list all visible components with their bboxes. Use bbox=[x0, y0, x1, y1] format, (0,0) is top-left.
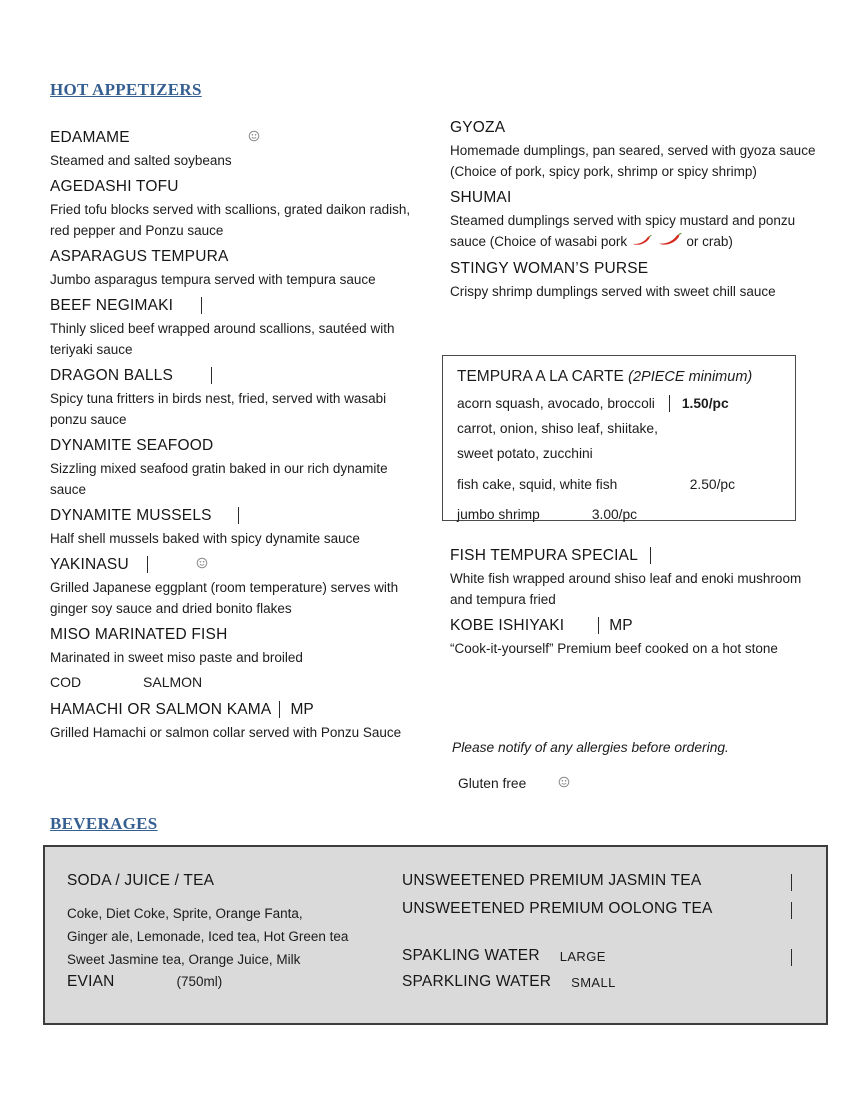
menu-item-desc: Crispy shrimp dumplings served with sweet chill sauce bbox=[450, 283, 776, 299]
chili-pepper-icon bbox=[658, 232, 682, 253]
menu-item-name: SHUMAI bbox=[450, 189, 512, 206]
evian-size: (750ml) bbox=[176, 974, 223, 989]
tempura-veg-items: acorn squash, avocado, broccoli bbox=[457, 396, 655, 411]
tempura-fish-price: 2.50/pc bbox=[689, 477, 735, 492]
menu-item-name: YAKINASU bbox=[50, 556, 129, 573]
tempura-veg-row3 bbox=[457, 441, 781, 466]
tempura-fish-row bbox=[457, 472, 781, 497]
menu-item-desc: Jumbo asparagus tempura served with tempura sauce bbox=[50, 272, 376, 287]
menu-item-agedashi-tofu bbox=[50, 175, 412, 241]
evian-label: EVIAN bbox=[67, 973, 115, 990]
sparkling-water-large-size: LARGE bbox=[559, 948, 606, 964]
sparkling-water-small-label: SPARKLING WATER bbox=[402, 973, 552, 990]
price-divider bbox=[791, 902, 792, 919]
menu-item-stingy-womans-purse bbox=[450, 257, 818, 302]
option-salmon: SALMON bbox=[143, 674, 203, 690]
price-divider bbox=[598, 617, 599, 634]
gluten-free-label: Gluten free bbox=[458, 776, 527, 791]
option-cod: COD bbox=[50, 674, 82, 690]
market-price-label: MP bbox=[290, 701, 314, 718]
price-divider bbox=[238, 507, 239, 524]
tempura-veg-items: carrot, onion, shiso leaf, shiitake, bbox=[457, 421, 658, 436]
sparkling-water-large-label: SPAKLING WATER bbox=[402, 947, 540, 964]
market-price-label: MP bbox=[609, 617, 633, 634]
menu-item-kobe-ishiyaki bbox=[450, 614, 818, 659]
jasmine-tea-row bbox=[402, 872, 792, 890]
menu-item-asparagus-tempura bbox=[50, 245, 412, 290]
menu-item-miso-marinated-fish bbox=[50, 623, 412, 694]
hot-appetizers-right-lower bbox=[450, 540, 818, 661]
soda-juice-tea-title: SODA / JUICE / TEA bbox=[67, 872, 215, 889]
menu-item-name: BEEF NEGIMAKI bbox=[50, 297, 174, 314]
tempura-fish-items: fish cake, squid, white fish bbox=[457, 477, 618, 492]
menu-item-edamame bbox=[50, 126, 412, 171]
menu-item-desc: Sizzling mixed seafood gratin baked in our rich dynamite sauce bbox=[50, 461, 388, 497]
menu-item-name: EDAMAME bbox=[50, 129, 130, 146]
beverages-box bbox=[43, 845, 828, 1025]
tempura-box-title bbox=[457, 365, 781, 389]
menu-item-desc: Grilled Hamachi or salmon collar served with Ponzu Sauce bbox=[50, 725, 402, 740]
price-divider bbox=[669, 395, 670, 412]
gluten-free-icon bbox=[196, 553, 208, 576]
menu-item-fish-tempura-special bbox=[450, 544, 818, 610]
gluten-free-icon bbox=[558, 776, 570, 791]
sparkling-water-small-size: SMALL bbox=[571, 974, 616, 990]
gluten-free-icon bbox=[248, 126, 260, 149]
menu-item-dynamite-seafood bbox=[50, 434, 412, 500]
menu-item-desc: Fried tofu blocks served with scallions, grated daikon radish, red pepper and Ponzu sauce bbox=[50, 202, 411, 238]
price-divider bbox=[201, 297, 202, 314]
menu-item-name: AGEDASHI TOFU bbox=[50, 178, 179, 195]
price-divider bbox=[147, 556, 148, 573]
menu-item-desc-text: Steamed dumplings served with spicy mustard and ponzu sauce (Choice of wasabi pork bbox=[450, 213, 796, 249]
tempura-veg-row bbox=[457, 391, 781, 416]
menu-item-name: KOBE ISHIYAKI bbox=[450, 617, 565, 634]
price-divider bbox=[791, 874, 792, 891]
hot-appetizers-left-column bbox=[50, 122, 412, 745]
evian-row bbox=[67, 973, 222, 991]
menu-item-name: FISH TEMPURA SPECIAL bbox=[450, 547, 639, 564]
menu-item-name: HAMACHI OR SALMON KAMA bbox=[50, 701, 272, 718]
menu-item-name: DRAGON BALLS bbox=[50, 367, 173, 384]
menu-item-dynamite-mussels bbox=[50, 504, 412, 549]
hot-appetizers-heading: HOT APPETIZERS bbox=[50, 80, 202, 99]
menu-item-name: DYNAMITE SEAFOOD bbox=[50, 437, 214, 454]
menu-item-name: STINGY WOMAN’S PURSE bbox=[450, 259, 649, 277]
oolong-tea-row bbox=[402, 900, 792, 918]
menu-item-hamachi-salmon-kama bbox=[50, 698, 412, 743]
tempura-shrimp-row bbox=[457, 502, 781, 527]
tempura-shrimp-item: jumbo shrimp bbox=[457, 507, 540, 522]
menu-item-desc: Marinated in sweet miso paste and broiled bbox=[50, 650, 303, 665]
menu-item-desc: Homemade dumplings, pan seared, served with gyoza sauce (Choice of pork, spicy pork, shrimp or spicy shrimp) bbox=[450, 143, 816, 179]
tempura-shrimp-price: 3.00/pc bbox=[591, 507, 638, 522]
tempura-veg-row2 bbox=[457, 416, 781, 441]
soda-line: Coke, Diet Coke, Sprite, Orange Fanta, bbox=[67, 906, 303, 921]
menu-item-desc: Steamed and salted soybeans bbox=[50, 153, 232, 168]
jasmine-tea-label: UNSWEETENED PREMIUM JASMIN TEA bbox=[402, 872, 702, 889]
soda-line: Sweet Jasmine tea, Orange Juice, Milk bbox=[67, 952, 301, 967]
gluten-free-legend bbox=[458, 776, 570, 791]
oolong-tea-label: UNSWEETENED PREMIUM OOLONG TEA bbox=[402, 900, 713, 917]
tempura-veg-items: sweet potato, zucchini bbox=[457, 446, 593, 461]
chili-pepper-icon bbox=[632, 232, 652, 253]
menu-item-desc: Spicy tuna fritters in birds nest, fried, served with wasabi ponzu sauce bbox=[50, 391, 387, 427]
sparkling-water-small-row bbox=[402, 973, 792, 991]
tempura-veg-price: 1.50/pc bbox=[681, 396, 729, 411]
soda-line: Ginger ale, Lemonade, Iced tea, Hot Green tea bbox=[67, 929, 349, 944]
menu-item-desc: Thinly sliced beef wrapped around scallions, sautéed with teriyaki sauce bbox=[50, 321, 395, 357]
sparkling-water-large-row bbox=[402, 947, 792, 965]
menu-item-shumai bbox=[450, 186, 818, 253]
beverages-heading: BEVERAGES bbox=[50, 814, 158, 833]
menu-item-desc bbox=[450, 210, 818, 253]
menu-item-yakinasu bbox=[50, 553, 412, 619]
fish-options bbox=[50, 670, 412, 694]
tempura-title-text: TEMPURA A LA CARTE bbox=[457, 368, 624, 385]
price-divider bbox=[650, 547, 651, 564]
allergy-note: Please notify of any allergies before ordering. bbox=[452, 740, 729, 755]
menu-item-desc: “Cook-it-yourself” Premium beef cooked on a hot stone bbox=[450, 641, 778, 656]
price-divider bbox=[279, 701, 280, 718]
tempura-a-la-carte-box bbox=[442, 355, 796, 521]
menu-item-name: MISO MARINATED FISH bbox=[50, 626, 228, 643]
menu-item-desc: Half shell mussels baked with spicy dynamite sauce bbox=[50, 531, 360, 546]
menu-item-name: ASPARAGUS TEMPURA bbox=[50, 248, 229, 265]
menu-item-dragon-balls bbox=[50, 364, 412, 430]
menu-item-beef-negimaki bbox=[50, 294, 412, 360]
menu-item-desc: White fish wrapped around shiso leaf and enoki mushroom and tempura fried bbox=[450, 571, 802, 607]
menu-item-name: GYOZA bbox=[450, 119, 506, 136]
soda-juice-tea-list bbox=[67, 902, 348, 971]
menu-item-desc-text: or crab) bbox=[686, 234, 733, 249]
hot-appetizers-right-column bbox=[450, 112, 818, 304]
menu-item-name: DYNAMITE MUSSELS bbox=[50, 507, 212, 524]
menu-item-desc: Grilled Japanese eggplant (room temperature) serves with ginger soy sauce and dried bonito flakes bbox=[50, 580, 399, 616]
menu-item-gyoza bbox=[450, 116, 818, 182]
price-divider bbox=[791, 949, 792, 966]
price-divider bbox=[211, 367, 212, 384]
tempura-title-note: (2PIECE minimum) bbox=[628, 369, 753, 385]
